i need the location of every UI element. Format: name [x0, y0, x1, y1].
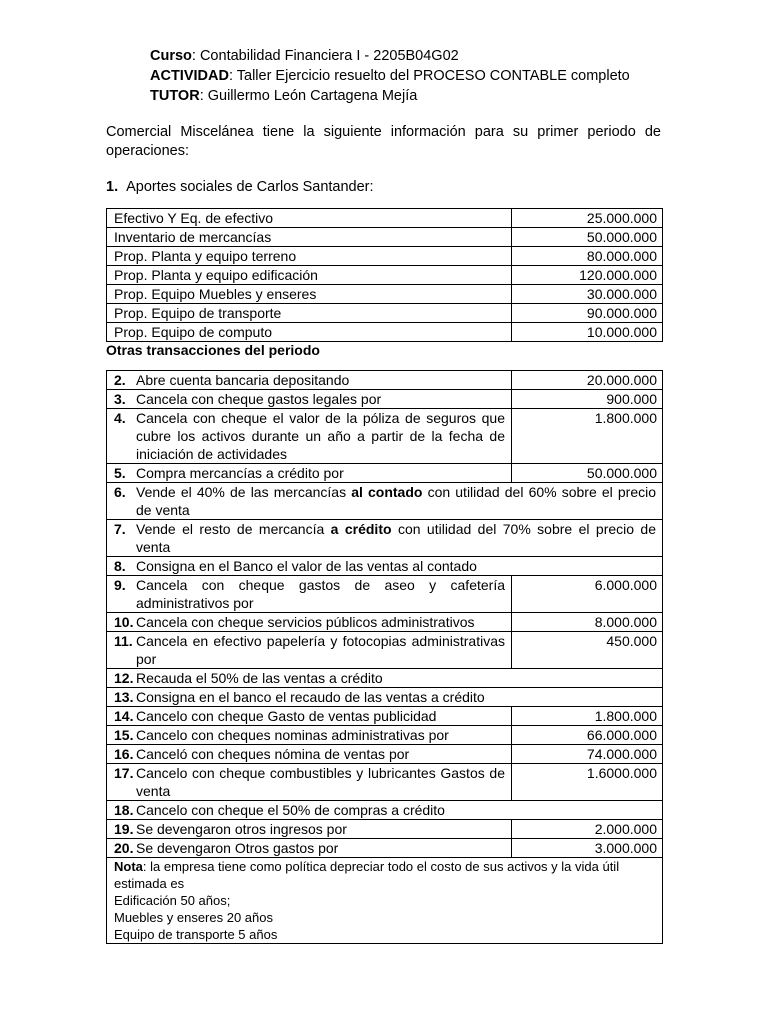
transaccion-numero: 11.	[114, 633, 133, 649]
aporte-value: 90.000.000	[512, 304, 663, 323]
transaccion-texto: Cancelo con cheque combustibles y lubricantes Gastos de venta	[136, 765, 505, 799]
transaccion-numero: 3.	[114, 391, 126, 407]
table-row	[107, 576, 663, 613]
nota-line: Muebles y enseres 20 años	[114, 910, 273, 925]
table-row	[107, 520, 663, 557]
table-row	[107, 764, 663, 801]
table-row	[107, 371, 663, 390]
table-row	[107, 266, 663, 285]
texto-final: con utilidad del 70% sobre el precio de venta	[136, 521, 657, 555]
transaccion-texto: Consigna en el Banco el valor de las ventas al contado	[136, 558, 477, 574]
transaccion-texto: Compra mercancías a crédito por	[136, 465, 344, 481]
aporte-label: Prop. Planta y equipo edificación	[107, 266, 512, 285]
transaccion-texto: Recauda el 50% de las ventas a crédito	[136, 670, 383, 686]
transaccion-descripcion	[107, 613, 512, 632]
transaccion-valor: 450.000	[512, 632, 663, 669]
transaccion-numero: 9.	[114, 577, 126, 593]
intro-paragraph: Comercial Miscelánea tiene la siguiente información para su primer periodo de operaciones:	[106, 124, 661, 159]
transaccion-descripcion	[107, 669, 663, 688]
curso-value: : Contabilidad Financiera I - 2205B04G02	[191, 48, 459, 64]
table-row	[107, 464, 663, 483]
table-row	[107, 285, 663, 304]
transaccion-descripcion	[107, 764, 512, 801]
aporte-value: 120.000.000	[512, 266, 663, 285]
transaccion-valor: 1.800.000	[512, 409, 663, 464]
table-row	[107, 745, 663, 764]
transaccion-numero: 19.	[114, 821, 134, 837]
aportes-table	[106, 208, 663, 342]
curso-label: Curso	[150, 48, 192, 64]
transaccion-numero: 18.	[114, 802, 134, 818]
aporte-label: Prop. Planta y equipo terreno	[107, 247, 512, 266]
nota-line: Edificación 50 años;	[114, 893, 231, 908]
actividad-label: ACTIVIDAD	[150, 68, 229, 84]
transaccion-texto	[136, 520, 656, 556]
transaccion-valor: 900.000	[512, 390, 663, 409]
transaccion-texto: Cancelo con cheque Gasto de ventas publicidad	[136, 708, 437, 724]
transaccion-descripcion	[107, 688, 663, 707]
transaccion-numero: 12.	[114, 670, 134, 686]
table-row	[107, 390, 663, 409]
tutor-line	[150, 86, 630, 106]
transaccion-texto: Cancelo con cheque el 50% de compras a crédito	[136, 802, 445, 818]
transaccion-descripcion	[107, 409, 512, 464]
otras-transacciones-title: Otras transacciones del periodo	[106, 342, 320, 358]
table-row	[107, 839, 663, 858]
actividad-value: : Taller Ejercicio resuelto del PROCESO CONTABLE completo	[228, 68, 630, 84]
aporte-label: Prop. Equipo Muebles y enseres	[107, 285, 512, 304]
texto-resaltado: al contado	[351, 484, 423, 500]
transaccion-valor: 74.000.000	[512, 745, 663, 764]
table-row	[107, 323, 663, 342]
aporte-value: 80.000.000	[512, 247, 663, 266]
transaccion-valor: 50.000.000	[512, 464, 663, 483]
item-1-number: 1.	[106, 179, 119, 195]
transaccion-numero: 10.	[114, 614, 134, 630]
transaccion-valor: 6.000.000	[512, 576, 663, 613]
transaccion-numero: 7.	[114, 521, 126, 537]
actividad-line	[150, 66, 630, 86]
transaccion-valor: 2.000.000	[512, 820, 663, 839]
transaccion-descripcion	[107, 839, 512, 858]
transaccion-texto: Canceló con cheques nómina de ventas por	[136, 746, 410, 762]
tutor-label: TUTOR	[150, 88, 200, 104]
transaccion-descripcion	[107, 745, 512, 764]
table-row	[107, 726, 663, 745]
transaccion-valor: 66.000.000	[512, 726, 663, 745]
table-row	[107, 669, 663, 688]
table-row	[107, 247, 663, 266]
table-row	[107, 483, 663, 520]
aporte-value: 50.000.000	[512, 228, 663, 247]
transaccion-descripcion	[107, 632, 512, 669]
transaccion-numero: 8.	[114, 558, 126, 574]
table-row	[107, 632, 663, 669]
texto-resaltado: a crédito	[330, 521, 392, 537]
nota-row	[107, 858, 663, 944]
nota-cell	[107, 858, 663, 944]
transaccion-descripcion	[107, 557, 663, 576]
transaccion-valor: 3.000.000	[512, 839, 663, 858]
aporte-label: Prop. Equipo de transporte	[107, 304, 512, 323]
table-row	[107, 228, 663, 247]
curso-line	[150, 46, 630, 66]
texto-inicio: Vende el 40% de las mercancías	[136, 484, 352, 500]
transaccion-texto: Se devengaron otros ingresos por	[136, 821, 347, 837]
table-row	[107, 820, 663, 839]
transaccion-descripcion	[107, 576, 512, 613]
transaccion-texto	[136, 483, 656, 519]
transaccion-texto: Cancela con cheque el valor de la póliza de seguros que cubre los activos durante un año a partir de la fecha de iniciación de actividades	[136, 410, 505, 462]
transaccion-texto: Cancela con cheque gastos de aseo y cafetería administrativos por	[136, 577, 505, 611]
transaccion-descripcion	[107, 371, 512, 390]
transaccion-descripcion	[107, 520, 663, 557]
transaccion-texto: Cancelo con cheques nominas administrativas por	[136, 727, 449, 743]
transaccion-valor: 1.800.000	[512, 707, 663, 726]
nota-line: Equipo de transporte 5 años	[114, 927, 278, 942]
transaccion-numero: 13.	[114, 689, 134, 705]
table-row	[107, 304, 663, 323]
transaccion-numero: 5.	[114, 465, 126, 481]
transaccion-valor: 8.000.000	[512, 613, 663, 632]
transaccion-texto: Consigna en el banco el recaudo de las ventas a crédito	[136, 689, 485, 705]
transaccion-numero: 17.	[114, 765, 134, 781]
texto-final: con utilidad del 60% sobre el precio de venta	[136, 484, 657, 518]
transacciones-table	[106, 370, 663, 944]
table-row	[107, 409, 663, 464]
transaccion-numero: 20.	[114, 840, 134, 856]
table-row	[107, 688, 663, 707]
aporte-label: Efectivo Y Eq. de efectivo	[107, 209, 512, 228]
transaccion-texto: Cancela con cheque gastos legales por	[136, 391, 382, 407]
table-row	[107, 801, 663, 820]
nota-text: : la empresa tiene como política depreciar todo el costo de sus activos y la vida útil estimada es	[114, 859, 620, 891]
table-row	[107, 707, 663, 726]
transaccion-texto: Se devengaron Otros gastos por	[136, 840, 339, 856]
transaccion-numero: 4.	[114, 410, 126, 426]
nota-label: Nota	[114, 859, 143, 874]
document-header	[150, 46, 630, 106]
transaccion-numero: 2.	[114, 372, 126, 388]
tutor-value: : Guillermo León Cartagena Mejía	[199, 88, 418, 104]
transaccion-descripcion	[107, 390, 512, 409]
transaccion-descripcion	[107, 820, 512, 839]
transaccion-texto: Cancela con cheque servicios públicos administrativos	[136, 614, 475, 630]
item-1-heading	[106, 178, 374, 196]
transaccion-numero: 14.	[114, 708, 134, 724]
texto-inicio: Vende el resto de mercancía	[136, 521, 331, 537]
transaccion-descripcion	[107, 464, 512, 483]
table-row	[107, 209, 663, 228]
transaccion-valor: 20.000.000	[512, 371, 663, 390]
transaccion-valor: 1.6000.000	[512, 764, 663, 801]
transaccion-descripcion	[107, 707, 512, 726]
transaccion-numero: 15.	[114, 727, 134, 743]
aporte-value: 30.000.000	[512, 285, 663, 304]
table-row	[107, 557, 663, 576]
transaccion-texto: Cancela en efectivo papelería y fotocopias administrativas por	[136, 633, 505, 667]
transaccion-numero: 6.	[114, 484, 126, 500]
transaccion-descripcion	[107, 801, 663, 820]
transaccion-texto: Abre cuenta bancaria depositando	[136, 372, 350, 388]
item-1-text: Aportes sociales de Carlos Santander:	[126, 179, 374, 195]
aporte-value: 10.000.000	[512, 323, 663, 342]
transaccion-numero: 16.	[114, 746, 134, 762]
table-row	[107, 613, 663, 632]
aporte-label: Inventario de mercancías	[107, 228, 512, 247]
aporte-value: 25.000.000	[512, 209, 663, 228]
transaccion-descripcion	[107, 726, 512, 745]
aporte-label: Prop. Equipo de computo	[107, 323, 512, 342]
transaccion-descripcion	[107, 483, 663, 520]
